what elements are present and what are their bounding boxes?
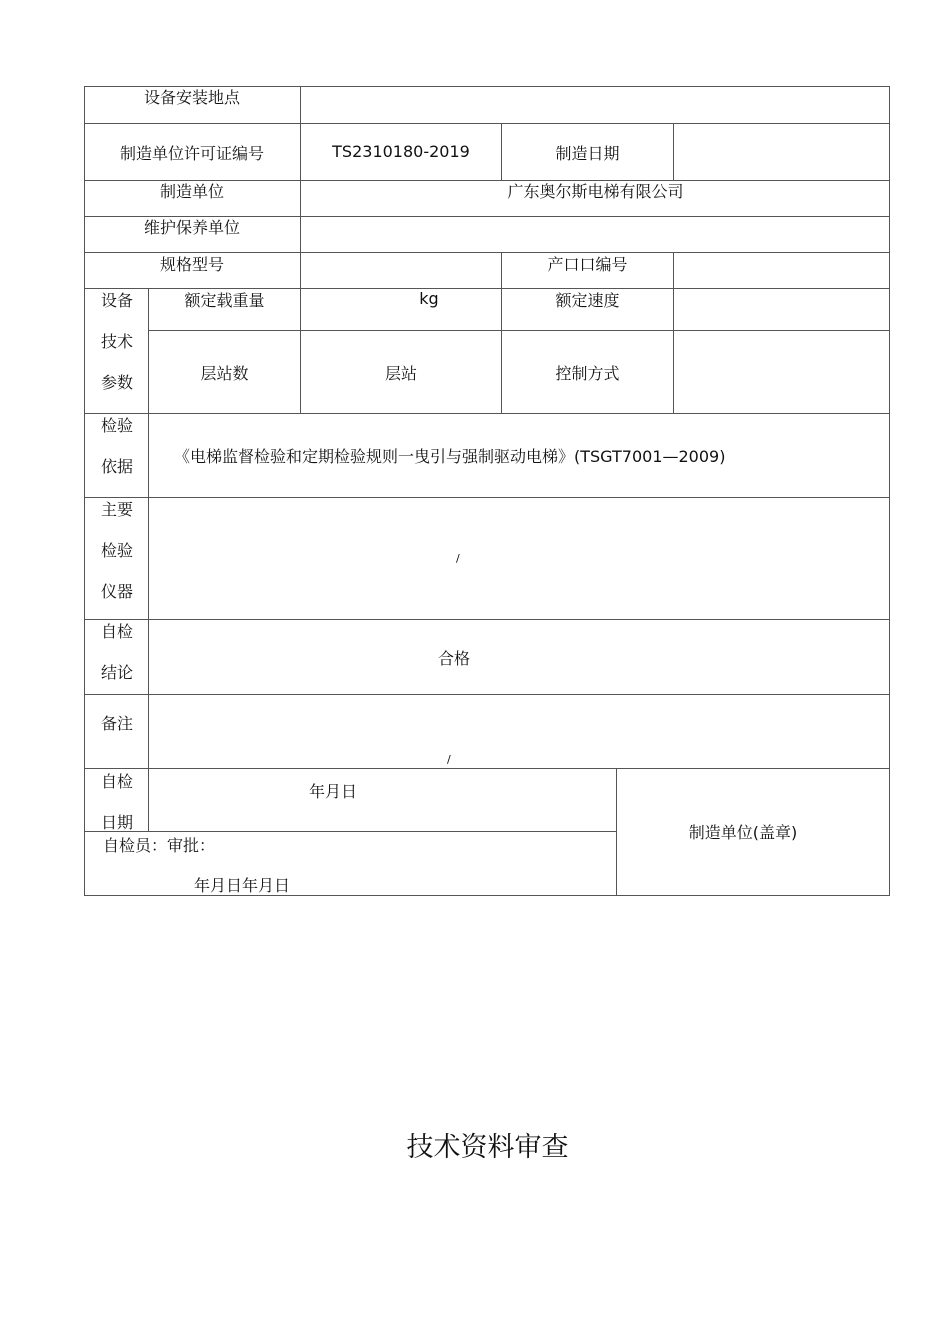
manufacturer-label: 制造单位	[159, 182, 224, 201]
remarks-label: 备注	[100, 714, 133, 733]
inspection-basis-value: 《电梯监督检验和定期检验规则一曳引与强制驱动电梯》(TSGT7001—2009)	[174, 447, 726, 466]
row-divider	[84, 831, 616, 832]
row-divider	[148, 330, 890, 331]
main-instruments-label-line: 检验	[100, 541, 133, 560]
row-divider	[84, 252, 890, 253]
column-divider	[501, 252, 502, 414]
main-instruments-label-line: 主要	[100, 500, 133, 519]
row-divider	[84, 216, 890, 217]
row-divider	[84, 497, 890, 498]
manufacturer-seal-label: 制造单位(盖章)	[688, 823, 798, 842]
self-check-date-value: 年月日	[308, 782, 357, 801]
tech-params-label-line: 参数	[100, 373, 133, 392]
main-instruments-label-line: 仪器	[100, 582, 133, 601]
row-divider	[84, 694, 890, 695]
row-divider	[84, 180, 890, 181]
model-label: 规格型号	[159, 255, 224, 274]
signature-dates: 年月日年月日	[194, 876, 291, 895]
floors-label: 层站数	[200, 364, 249, 383]
inspection-basis-label	[85, 405, 149, 487]
install-location-label: 设备安装地点	[143, 88, 240, 107]
row-divider	[84, 123, 890, 124]
main-instruments-label	[85, 489, 149, 612]
floors-unit: 层站	[384, 364, 417, 383]
remarks-value: /	[447, 753, 451, 766]
self-check-conclusion-value: 合格	[437, 649, 470, 668]
row-divider	[84, 768, 890, 769]
self-check-conclusion-label	[85, 611, 149, 693]
section-title: 技术资料审查	[406, 1132, 569, 1163]
manufacturer-value: 广东奥尔斯电梯有限公司	[507, 182, 684, 201]
tech-params-label-line: 技术	[100, 332, 133, 351]
rated-speed-label: 额定速度	[555, 291, 620, 310]
self-check-date-label-line: 自检	[100, 772, 133, 791]
rated-load-label: 额定载重量	[184, 291, 265, 310]
column-divider	[673, 252, 674, 414]
rated-load-unit: kg	[419, 289, 439, 308]
self-check-conclusion-label-line: 结论	[100, 663, 133, 682]
self-check-conclusion-label-line: 自检	[100, 622, 133, 641]
inspector-approver-label: 自检员：审批：	[103, 836, 216, 855]
maintenance-unit-label: 维护保养单位	[143, 218, 240, 237]
inspection-basis-label-line: 依据	[100, 457, 133, 476]
main-instruments-value: /	[456, 552, 460, 565]
self-check-date-label	[85, 761, 149, 843]
product-number-label: 产口口编号	[547, 255, 628, 274]
row-divider	[84, 619, 890, 620]
inspection-form-table	[84, 86, 890, 896]
inspection-basis-label-line: 检验	[100, 416, 133, 435]
control-mode-label: 控制方式	[555, 364, 620, 383]
column-divider	[673, 123, 674, 181]
license-number-label: 制造单位许可证编号	[119, 144, 264, 163]
self-check-date-label-line: 日期	[100, 813, 133, 832]
tech-params-label	[85, 280, 149, 403]
license-number-value: TS2310180-2019	[332, 142, 470, 161]
manufacture-date-label: 制造日期	[555, 144, 620, 163]
tech-params-label-line: 设备	[100, 291, 133, 310]
row-divider	[84, 413, 890, 414]
